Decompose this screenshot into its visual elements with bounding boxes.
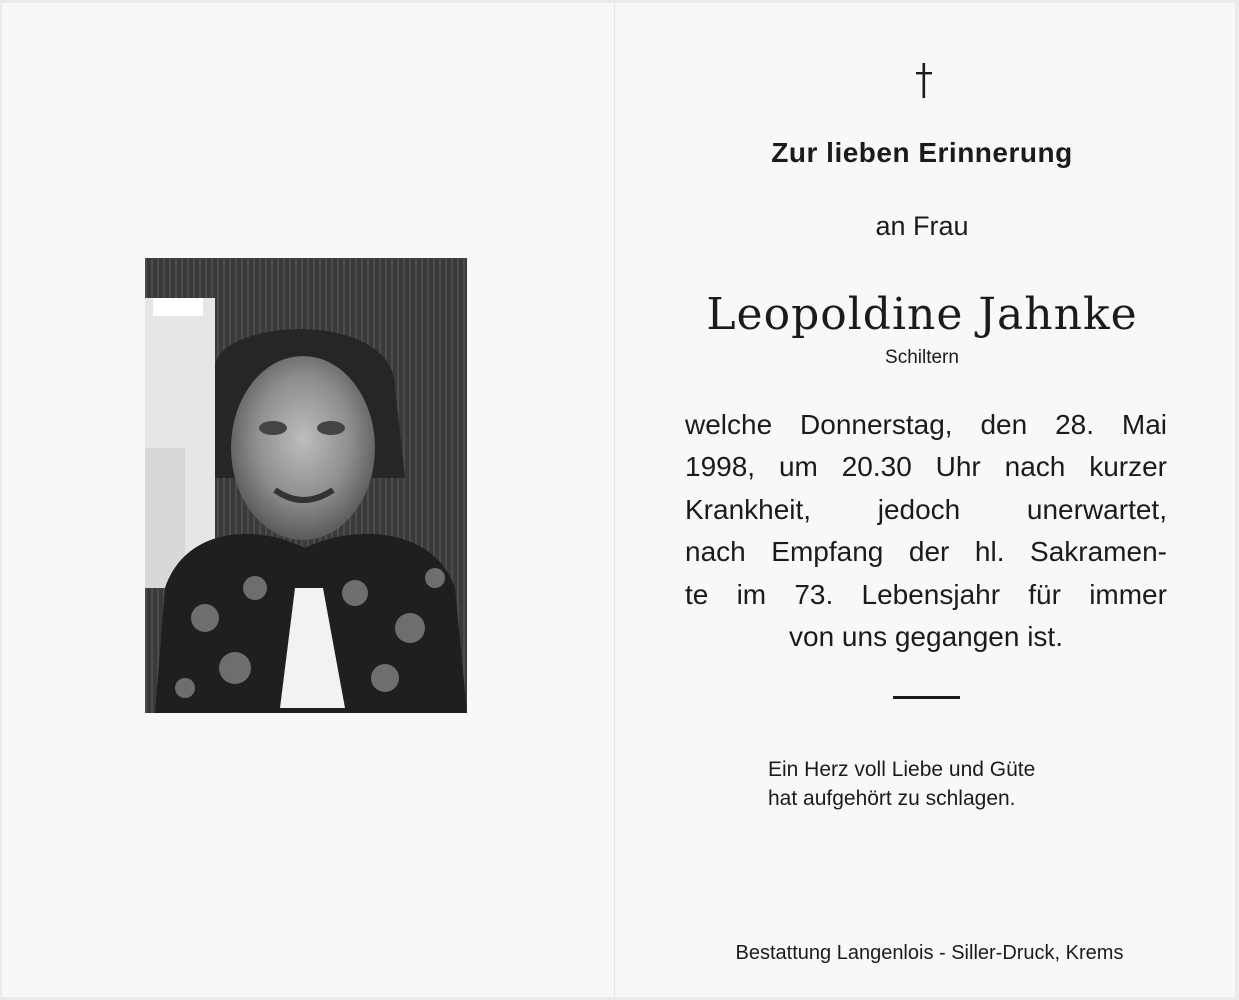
salutation: an Frau <box>875 211 969 241</box>
obituary-text <box>685 404 1167 658</box>
printer-credit: Bestattung Langenlois - Siller-Druck, Krems <box>735 942 1124 964</box>
deceased-name: Leopoldine Jahnke <box>706 289 1138 340</box>
memorial-card <box>2 3 1235 997</box>
obituary-line: te im 73. Lebensjahr für immer <box>685 578 1167 610</box>
verse-line-1: Ein Herz voll Liebe und Güte <box>768 758 1036 781</box>
portrait-photo <box>145 258 467 713</box>
heading: Zur lieben Erinnerung <box>771 137 1073 168</box>
obituary-line: welche Donnerstag, den 28. Mai <box>685 409 1167 440</box>
verse <box>768 755 1108 813</box>
obituary-last-line: von uns gegangen ist. <box>789 620 1063 652</box>
obituary-line: Krankheit, jedoch unerwartet, <box>685 493 1167 525</box>
obituary-line: nach Empfang der hl. Sakramen- <box>685 536 1167 568</box>
cross-icon <box>914 61 934 101</box>
hometown: Schiltern <box>885 347 959 368</box>
verse-line-2: hat aufgehört zu schlagen. <box>768 787 1016 810</box>
separator-rule <box>893 696 960 699</box>
obituary-line: 1998, um 20.30 Uhr nach kurzer <box>685 451 1167 483</box>
card-fold <box>614 3 615 997</box>
